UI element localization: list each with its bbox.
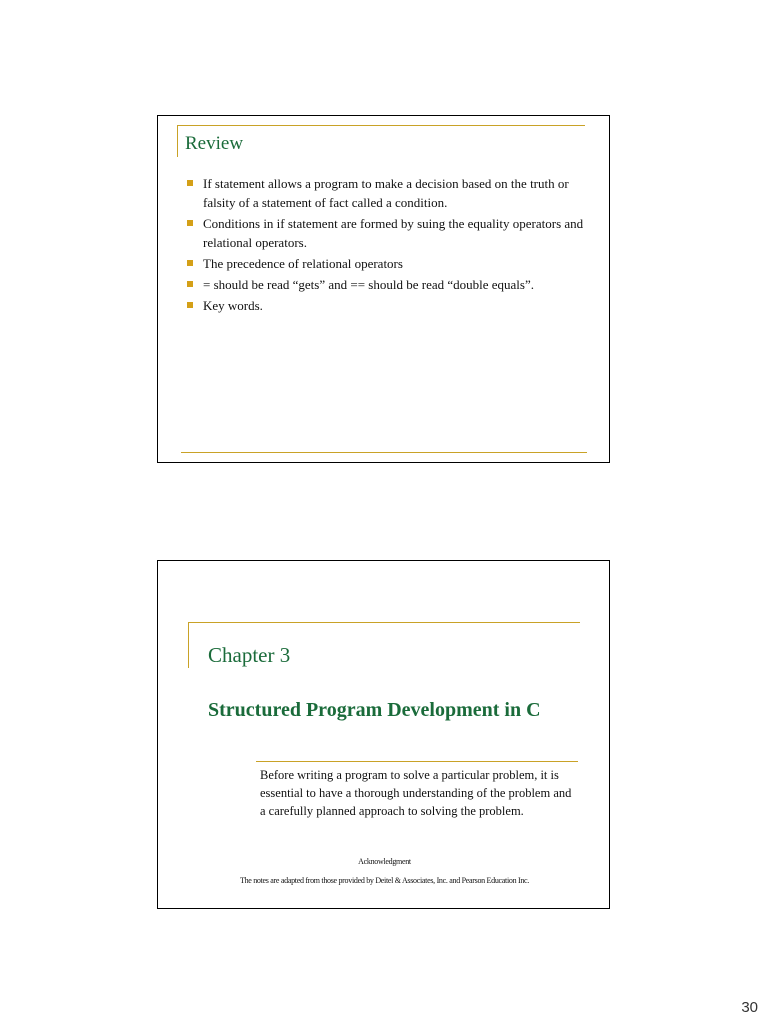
chapter-intro-text: Before writing a program to solve a particular problem, it is essential to have a thorough understanding of the problem and a carefully planned approach to solving the problem.: [260, 768, 572, 818]
chapter-title: Structured Program Development in C: [208, 699, 541, 721]
chapter-accent-vertical: [188, 622, 189, 668]
title-accent-vertical: [177, 125, 178, 157]
bullet-square-icon: [187, 220, 193, 226]
bullet-square-icon: [187, 281, 193, 287]
acknowledgment-notes: The notes are adapted from those provided by Deitel & Associates, Inc. and Pearson Education Inc.: [239, 876, 530, 885]
bullet-item: Key words.: [186, 296, 586, 315]
chapter-label: Chapter 3: [208, 643, 291, 667]
bullet-square-icon: [187, 180, 193, 186]
bullet-square-icon: [187, 302, 193, 308]
acknowledgment-heading: Acknowledgment: [358, 857, 411, 866]
body-accent-line: [256, 761, 578, 762]
slide-title: Review: [185, 133, 244, 154]
bullet-square-icon: [187, 260, 193, 266]
bullet-item: Conditions in if statement are formed by suing the equality operators and relational operators.: [186, 214, 586, 252]
slide-chapter-title: [157, 560, 610, 909]
slide-review: [157, 115, 610, 463]
footer-accent-line: [181, 452, 587, 453]
page-number: 30: [741, 999, 758, 1016]
bullet-item: The precedence of relational operators: [186, 254, 586, 273]
title-accent-horizontal: [177, 125, 585, 126]
chapter-accent-horizontal: [188, 622, 580, 623]
bullet-item: If statement allows a program to make a decision based on the truth or falsity of a statement of fact called a condition.: [186, 174, 586, 212]
bullet-item: = should be read “gets” and == should be read “double equals”.: [186, 275, 586, 294]
bullet-list: [186, 174, 586, 317]
